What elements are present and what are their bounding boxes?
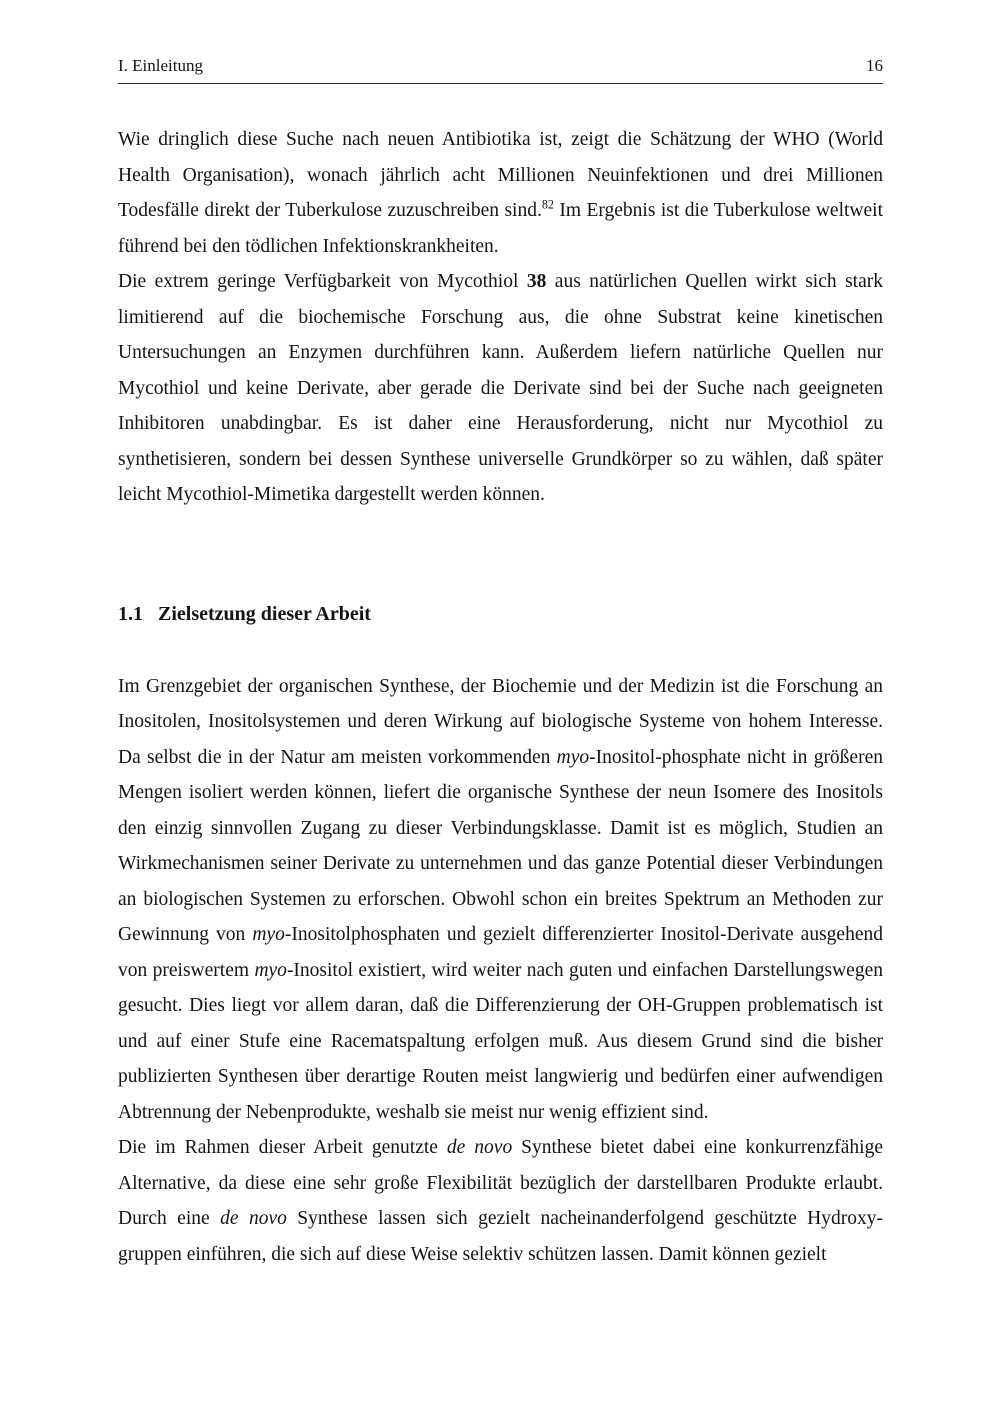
text-run: -Inositol existiert, wird weiter nach guten und einfachen Darstellungswegen gesucht. Dies liegt vor allem daran, daß die Differenzierung der OH-Gruppen problematisch ist und auf einer Stufe eine Racematspaltung erfolgen muß. Aus diesem Grund sind die bisher publizierten Synthesen über derartige Routen meist langwierig und bedürfen einer aufwendigen Abtrennung der Nebenprodukte, weshalb sie meist nur wenig effizient sind. — [118, 959, 883, 1123]
text-run: Die extrem geringe Verfügbarkeit von Mycothiol — [118, 271, 527, 292]
text-run: -Inositol-phosphate nicht in größeren Mengen isoliert werden können, liefert die organische Synthese der neun Isomere des Inositols den einzig sinnvollen Zugang zu dieser Verbindungsklasse. Damit ist es möglich, Studien an Wirkmechanismen seiner Derivate zu unternehmen und das ganze Potential dieser Verbindungen an biologischen Systemen zu erforschen. Obwohl schon ein breites Spektrum an Methoden zur Gewinnung von — [118, 746, 883, 945]
text-run: de novo — [446, 1137, 513, 1158]
text-run: Im Grenzgebiet der organischen Synthese, der Biochemie und der Medizin ist die Forschung an Inositolen, Inositolsystemen und deren Wirkung auf biologische Systeme von hohem Interesse. Da selbst die in der Natur am meisten vorkommenden — [118, 675, 883, 768]
text-run: 38 — [526, 271, 547, 292]
header-page-number: 16 — [866, 56, 883, 75]
text-run: Im Ergebnis ist die Tuberkulose weltweit führend bei den tödlichen Infektionskrankheiten. — [118, 200, 883, 257]
text-run: de novo — [220, 1208, 287, 1229]
text-run: -Inositolphosphaten und gezielt differenzierter Inositol-Derivate ausgehend von preiswertem — [118, 924, 883, 981]
footnote-reference: 82 — [541, 197, 554, 212]
body-paragraph — [118, 264, 883, 513]
section-title: Zielsetzung dieser Arbeit — [158, 602, 371, 625]
document-content — [118, 122, 883, 1272]
text-run: myo — [254, 959, 287, 981]
text-run: myo — [556, 746, 590, 768]
section-heading — [118, 601, 883, 627]
running-header — [118, 56, 883, 84]
body-paragraph — [118, 669, 883, 1131]
body-paragraph — [118, 1130, 883, 1272]
body-paragraph — [118, 122, 883, 264]
section-number: 1.1 — [118, 602, 143, 625]
text-run: Synthese bietet dabei eine konkurrenzfähige Alternative, da diese eine sehr große Flexibilität bezüglich der darstellbaren Produkte erlaubt. Durch eine — [118, 1137, 884, 1229]
text-run: Die im Rahmen dieser Arbeit genutzte — [118, 1137, 447, 1158]
header-chapter-title: I. Einleitung — [118, 56, 203, 75]
text-run: Wie dringlich diese Suche nach neuen Antibiotika ist, zeigt die Schätzung der WHO (World Health Organisation), wonach jährlich acht Millionen Neuinfektionen und drei Millionen Todesfälle direkt der Tuberkulose zuzuschreiben sind. — [118, 129, 883, 221]
text-run: aus natürlichen Quellen wirkt sich stark limitierend auf die biochemische Forschung aus, die ohne Substrat keine kinetischen Untersuchungen an Enzymen durchführen kann. Außerdem liefern natürliche Quellen nur Mycothiol und keine Derivate, aber gerade die Derivate sind bei der Suche nach geeigneten Inhibitoren unabdingbar. Es ist daher eine Herausforderung, nicht nur Mycothiol zu synthetisieren, sondern bei dessen Synthese universelle Grundkörper so zu wählen, daß später leicht Mycothiol-Mimetika dargestellt werden können. — [118, 271, 883, 505]
text-run: Synthese lassen sich gezielt nacheinanderfolgend geschützte Hydroxy-gruppen einführen, die sich auf diese Weise selektiv schützen lassen. Damit können gezielt — [118, 1208, 883, 1265]
text-run: myo — [252, 924, 285, 945]
